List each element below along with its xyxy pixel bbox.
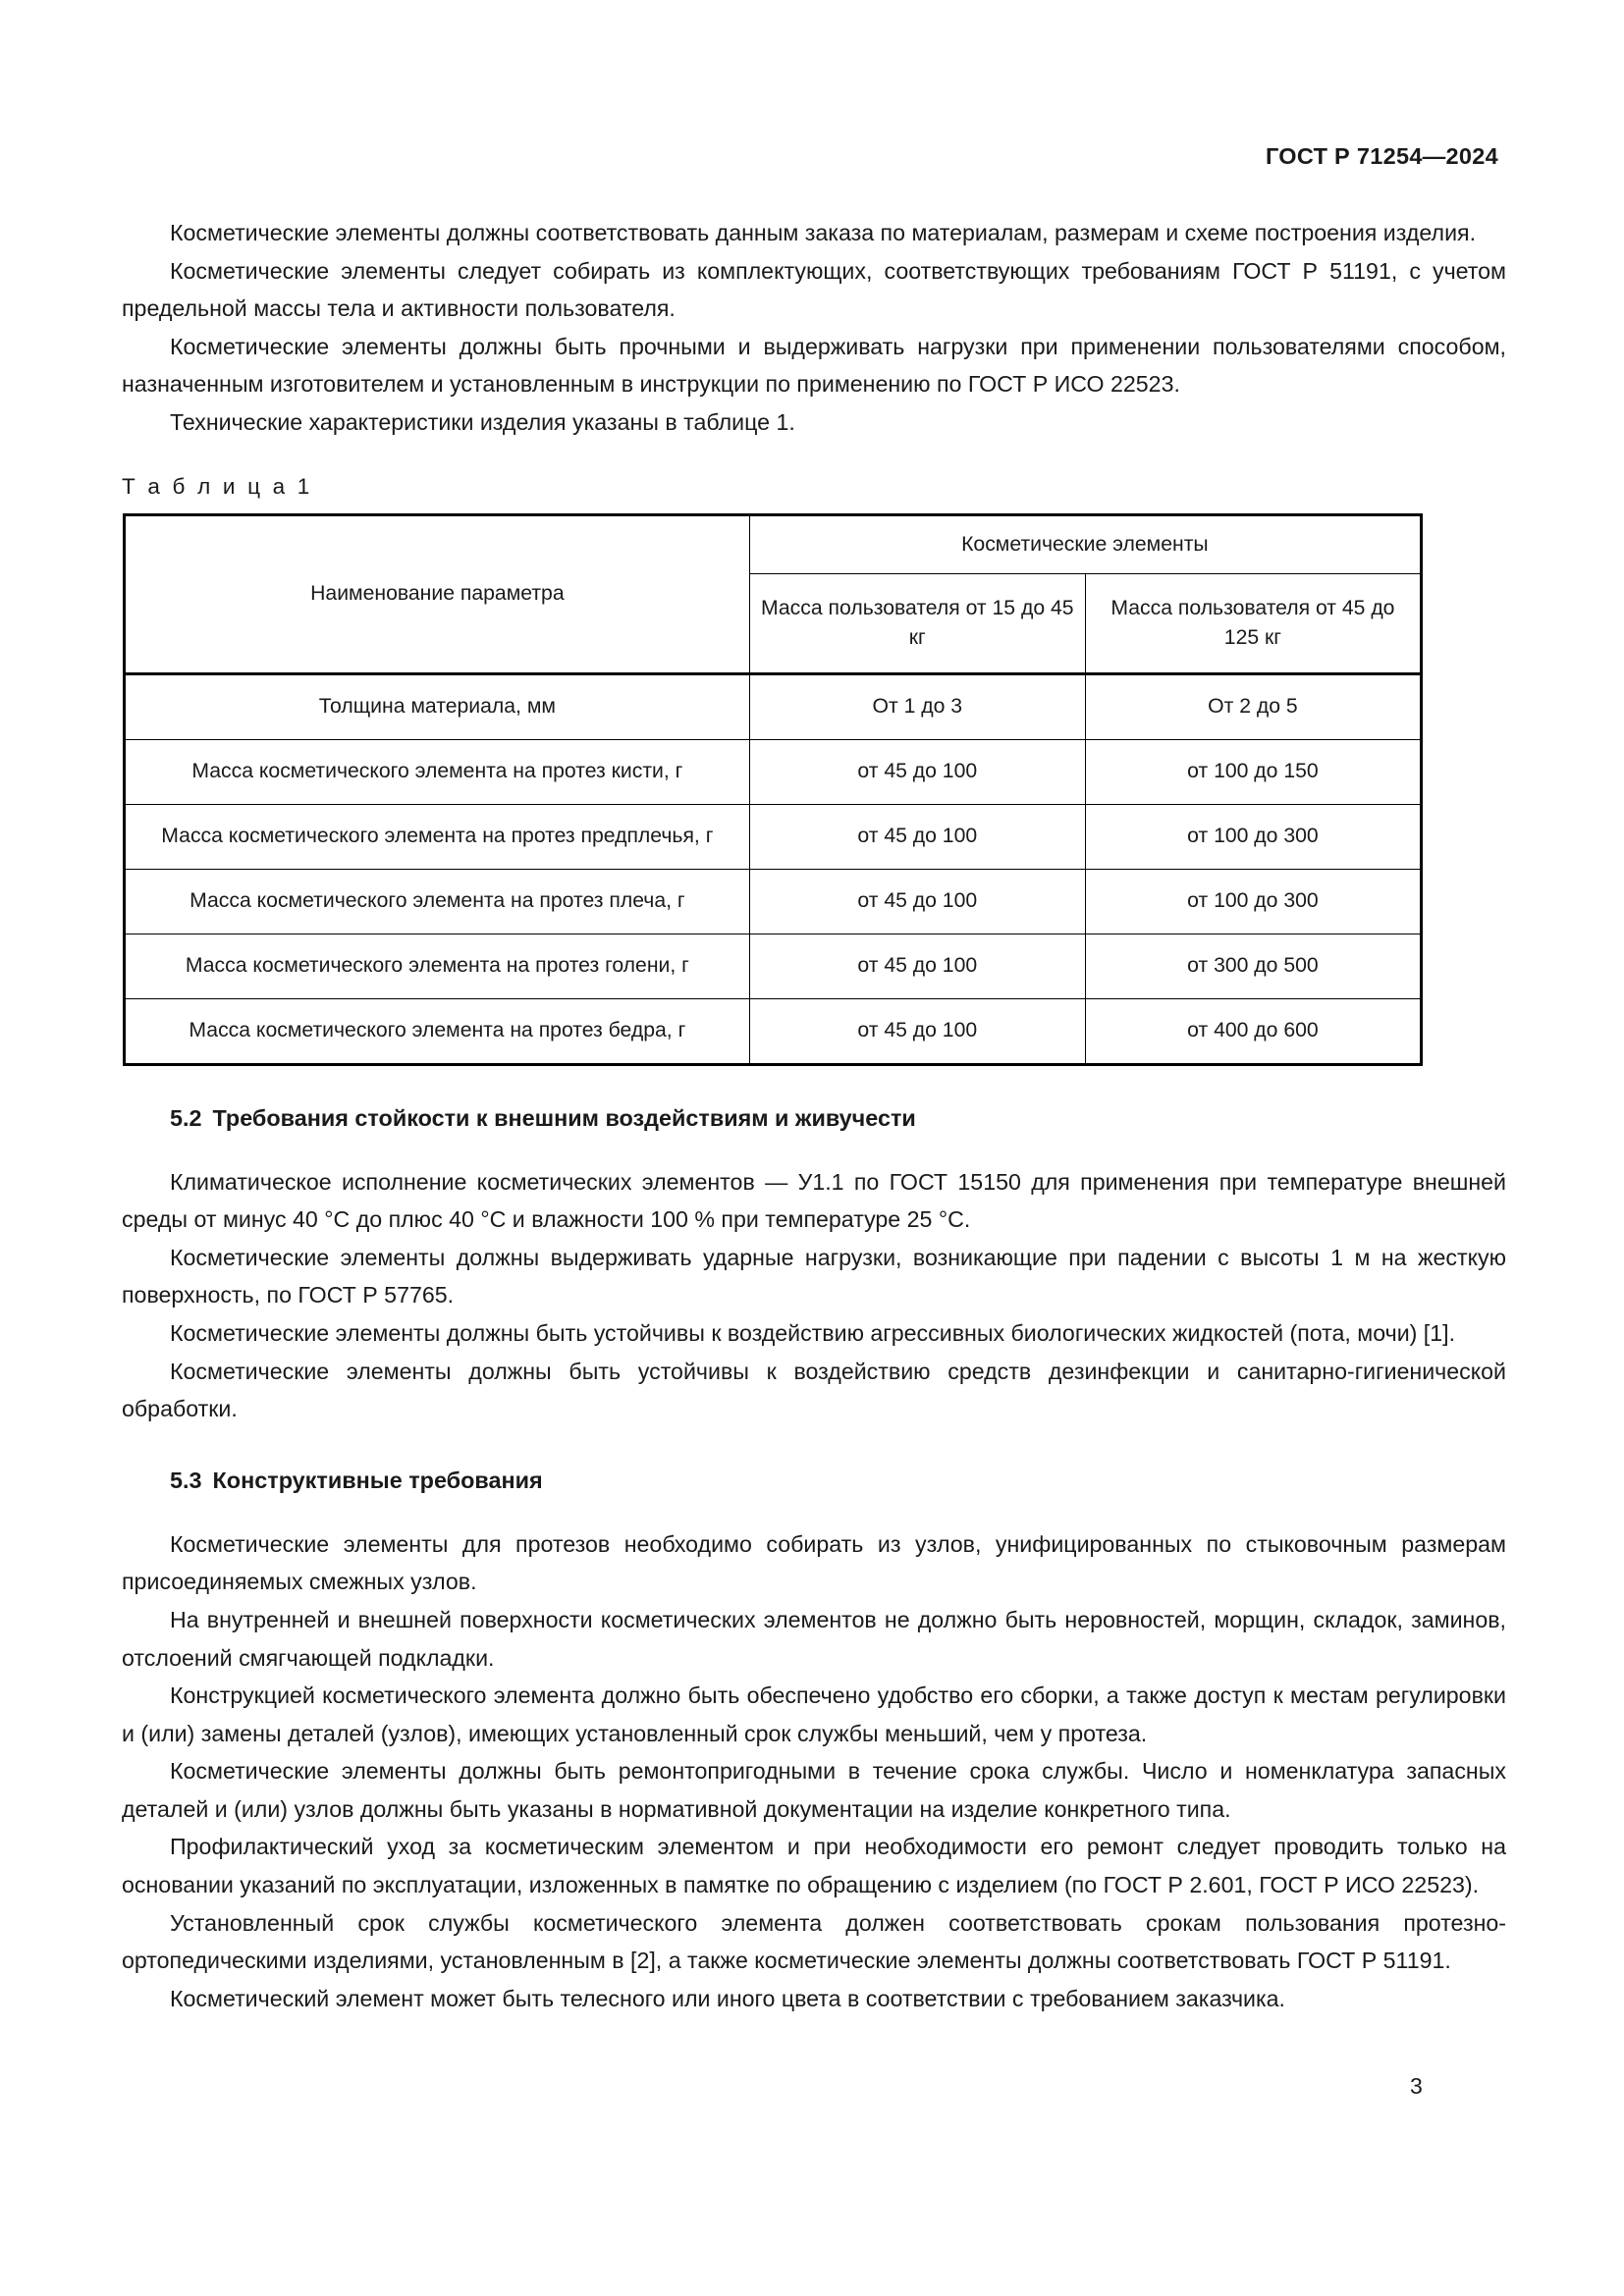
table-header-mass-45-125: Масса пользователя от 45 до 125 кг	[1085, 573, 1421, 673]
page-number: 3	[1410, 2073, 1423, 2099]
paragraph-preventive-care: Профилактический уход за косметическим элементом и при необходимости его ремонт следует проводить только на основании указаний по эксплуатации, изложенных в памятке по обращению с изделием (по ГОСТ Р 2.601, ГОСТ Р ИСО 22523).	[122, 1834, 1506, 1898]
paragraph-impact-loads: Косметические элементы должны выдерживать ударные нагрузки, возникающие при падении с высоты 1 м на жесткую поверхность, по ГОСТ Р 57765.	[122, 1244, 1506, 1308]
section-title-5-3: Конструктивные требования	[212, 1467, 543, 1493]
table-cell-parameter: Масса косметического элемента на протез голени, г	[125, 934, 750, 998]
table-row	[125, 804, 1422, 869]
table-caption: Т а б л и ц а 1	[122, 473, 313, 499]
table-row	[125, 934, 1422, 998]
table-row	[125, 998, 1422, 1064]
section-heading-5-3	[122, 1462, 1506, 1499]
document-body	[122, 214, 1506, 2017]
paragraph-color-requirement: Косметический элемент может быть телесного или иного цвета в соответствии с требованием заказчика.	[170, 1985, 1285, 2011]
table-cell-value-b: от 100 до 300	[1085, 804, 1421, 869]
paragraph-unified-nodes: Косметические элементы для протезов необходимо собирать из узлов, унифицированных по стыковочным размерам присоединяемых смежных узлов.	[122, 1530, 1506, 1595]
table-body	[125, 673, 1422, 1064]
section-title-5-2: Требования стойкости к внешним воздействиям и живучести	[212, 1104, 916, 1131]
table-cell-value-a: от 45 до 100	[749, 998, 1085, 1064]
table-cell-value-a: от 45 до 100	[749, 804, 1085, 869]
paragraph-assembly-components: Косметические элементы следует собирать из комплектующих, соответствующих требованиям ГОСТ Р 51191, с учетом предельной массы тела и активности пользователя.	[122, 257, 1506, 322]
section-heading-5-2	[122, 1099, 1506, 1137]
table-cell-value-a: От 1 до 3	[749, 673, 1085, 739]
table-cell-value-b: от 100 до 300	[1085, 869, 1421, 934]
document-header-standard-id: ГОСТ Р 71254—2024	[1266, 143, 1498, 169]
table-header	[125, 514, 1422, 673]
specifications-table	[123, 513, 1423, 1066]
paragraph-see-table-1: Технические характеристики изделия указаны в таблице 1.	[170, 408, 795, 435]
table-cell-parameter: Масса косметического элемента на протез предплечья, г	[125, 804, 750, 869]
paragraph-repairability: Косметические элементы должны быть ремонтопригодными в течение срока службы. Число и номенклатура запасных деталей и (или) узлов должны быть указаны в нормативной документации на изделие конкретного типа.	[122, 1758, 1506, 1822]
paragraph-climatic-version: Климатическое исполнение косметических элементов — У1.1 по ГОСТ 15150 для применения при температуре внешней среды от минус 40 °С до плюс 40 °С и влажности 100 % при температуре 25 °С.	[122, 1168, 1506, 1233]
table-cell-parameter: Масса косметического элемента на протез плеча, г	[125, 869, 750, 934]
table-cell-value-b: от 400 до 600	[1085, 998, 1421, 1064]
table-header-parameter-name: Наименование параметра	[125, 514, 750, 673]
table-row	[125, 673, 1422, 739]
paragraph-order-conformance: Косметические элементы должны соответствовать данным заказа по материалам, размерам и схеме построения изделия.	[170, 220, 1477, 245]
section-number-5-2: 5.2	[170, 1104, 202, 1131]
table-cell-value-a: от 45 до 100	[749, 869, 1085, 934]
table-header-mass-15-45: Масса пользователя от 15 до 45 кг	[749, 573, 1085, 673]
section-number-5-3: 5.3	[170, 1467, 202, 1493]
paragraph-biological-fluids: Косметические элементы должны быть устойчивы к воздействию агрессивных биологических жидкостей (пота, мочи) [1].	[170, 1319, 1456, 1346]
table-header-cosmetic-elements: Косметические элементы	[749, 514, 1421, 573]
table-cell-value-b: от 300 до 500	[1085, 934, 1421, 998]
table-cell-parameter: Масса косметического элемента на протез бедра, г	[125, 998, 750, 1064]
table-cell-value-a: от 45 до 100	[749, 739, 1085, 804]
table-cell-value-a: от 45 до 100	[749, 934, 1085, 998]
table-cell-parameter: Масса косметического элемента на протез кисти, г	[125, 739, 750, 804]
table-row	[125, 869, 1422, 934]
paragraph-service-life: Установленный срок службы косметического элемента должен соответствовать срокам пользования протезно-ортопедическими изделиями, установленным в [2], а также косметические элементы должны соответствовать ГОСТ Р 51191.	[122, 1909, 1506, 1974]
table-row	[125, 739, 1422, 804]
paragraph-strength-loads: Косметические элементы должны быть прочными и выдерживать нагрузки при применении пользователями способом, назначенным изготовителем и установленным в инструкции по применению по ГОСТ Р ИСО 22523.	[122, 333, 1506, 398]
paragraph-surface-quality: На внутренней и внешней поверхности косметических элементов не должно быть неровностей, морщин, складок, заминов, отслоений смягчающей подкладки.	[122, 1606, 1506, 1671]
paragraph-assembly-convenience: Конструкцией косметического элемента должно быть обеспечено удобство его сборки, а также доступ к местам регулировки и (или) замены деталей (узлов), имеющих установленный срок службы меньший, чем у протеза.	[122, 1682, 1506, 1746]
table-cell-value-b: От 2 до 5	[1085, 673, 1421, 739]
table-header-row-group	[125, 514, 1422, 573]
table-cell-parameter: Толщина материала, мм	[125, 673, 750, 739]
table-cell-value-b: от 100 до 150	[1085, 739, 1421, 804]
paragraph-disinfection-resistance: Косметические элементы должны быть устойчивы к воздействию средств дезинфекции и санитарно-гигиенической обработки.	[122, 1358, 1506, 1422]
